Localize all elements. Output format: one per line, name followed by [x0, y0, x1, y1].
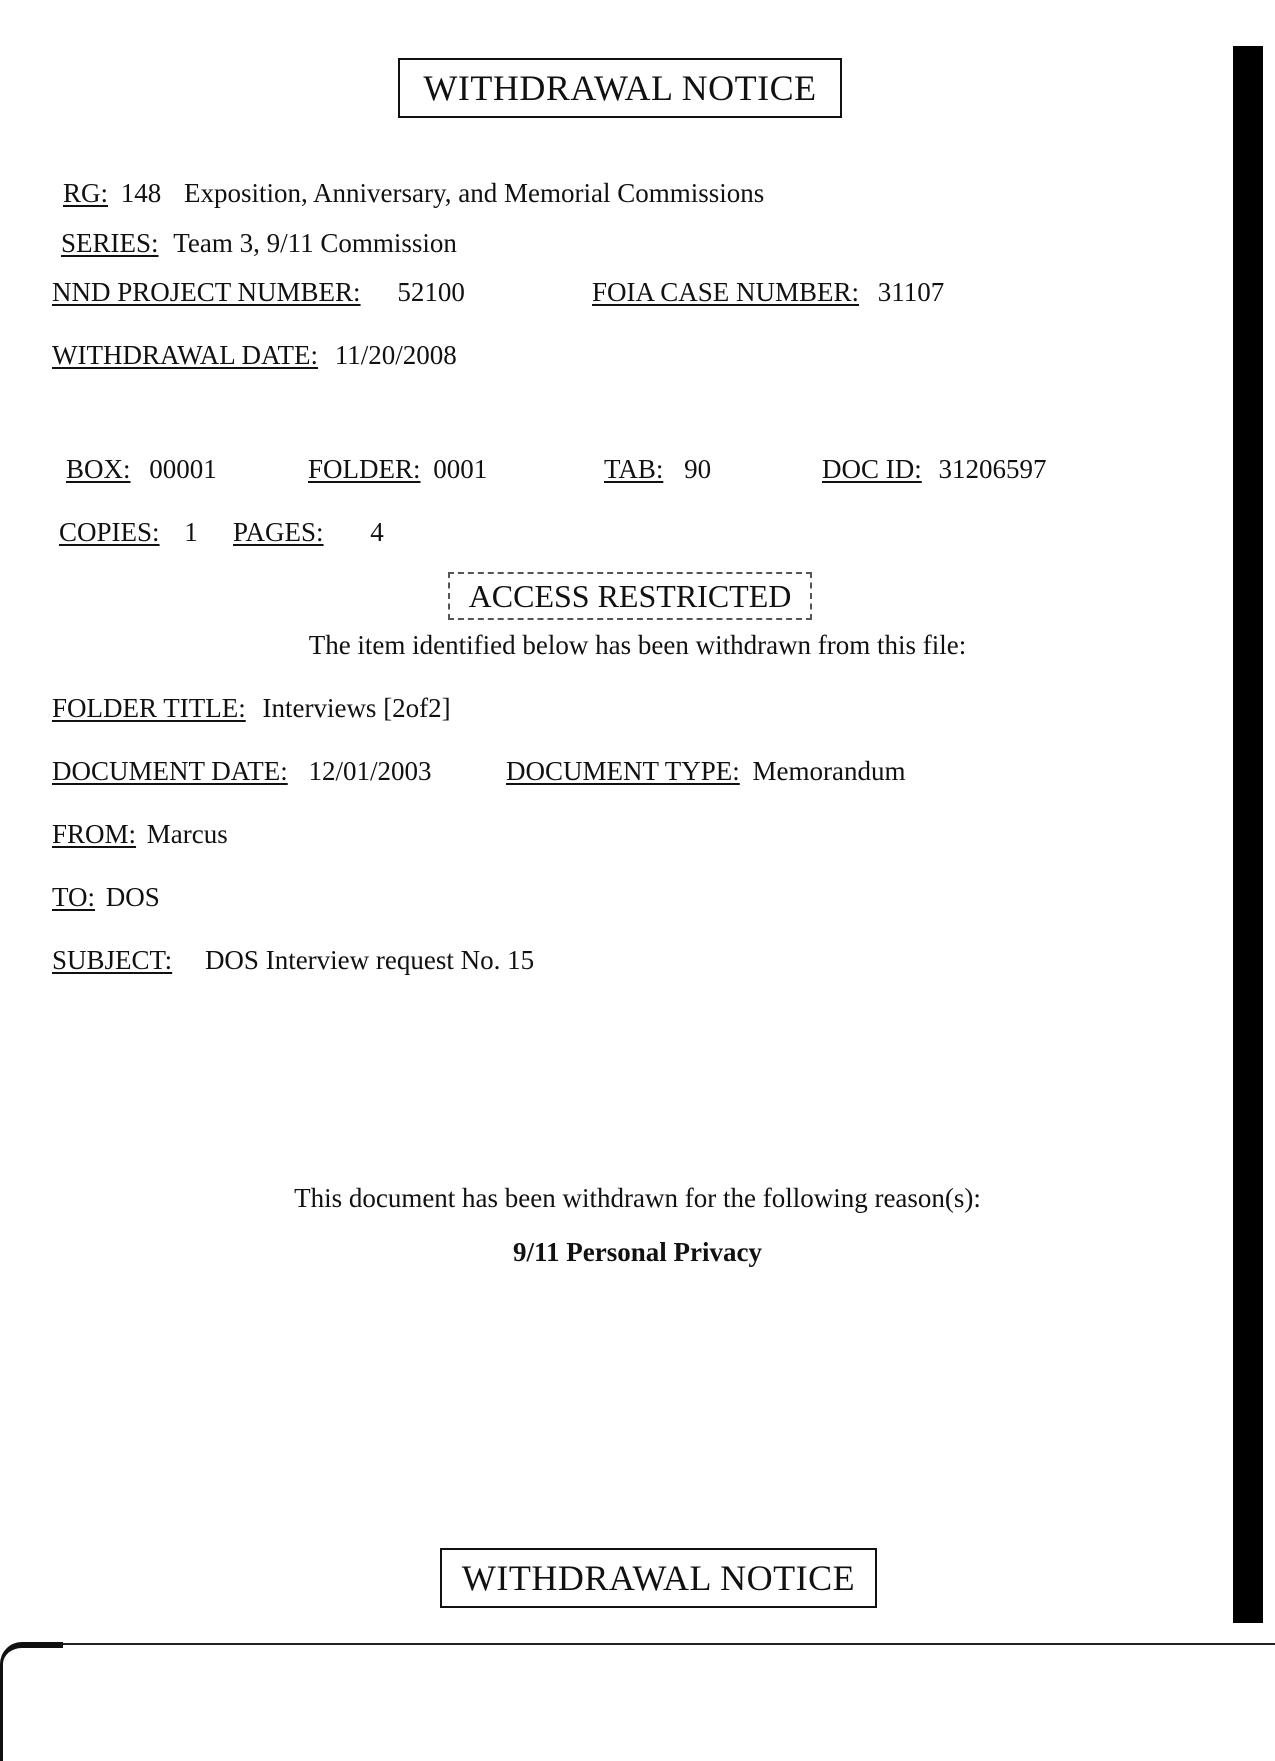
document-type-line	[506, 755, 906, 787]
withdrawal-notice-footer	[440, 1548, 877, 1608]
box-label: BOX:	[66, 454, 131, 484]
rg-label: RG:	[63, 178, 109, 208]
access-restricted-text: ACCESS RESTRICTED	[468, 578, 792, 614]
series-line	[61, 227, 457, 259]
box-line	[66, 453, 217, 485]
folder-value: 0001	[433, 454, 488, 484]
foia-case-line	[592, 276, 944, 308]
from-label: FROM:	[52, 819, 137, 849]
document-type-label: DOCUMENT TYPE:	[506, 756, 740, 786]
folder-title-value: Interviews [2of2]	[262, 693, 451, 723]
subject-value: DOS Interview request No. 15	[204, 945, 535, 975]
box-value: 00001	[149, 454, 217, 484]
rg-name: Exposition, Anniversary, and Memorial Commissions	[184, 178, 765, 208]
pages-label: PAGES:	[233, 517, 324, 547]
copies-value: 1	[184, 517, 198, 547]
doc-id-label: DOC ID:	[822, 454, 922, 484]
series-label: SERIES:	[61, 228, 159, 258]
tab-line	[604, 453, 711, 485]
foia-case-label: FOIA CASE NUMBER:	[592, 277, 860, 307]
foia-case-value: 31107	[877, 277, 945, 307]
nnd-project-label: NND PROJECT NUMBER:	[52, 277, 361, 307]
reason-value: 9/11 Personal Privacy	[513, 1237, 762, 1267]
rg-line	[63, 177, 764, 209]
doc-id-value: 31206597	[938, 454, 1047, 484]
copies-label: COPIES:	[59, 517, 160, 547]
doc-id-line	[822, 453, 1047, 485]
tab-label: TAB:	[604, 454, 664, 484]
scan-edge-bar	[1233, 46, 1263, 1623]
rg-number: 148	[120, 178, 162, 208]
copies-line	[59, 516, 198, 548]
page-edge-line	[20, 1643, 1275, 1645]
header-title: WITHDRAWAL NOTICE	[423, 68, 817, 108]
folder-line	[308, 453, 487, 485]
pages-line	[233, 516, 384, 548]
withdrawal-notice-header	[398, 58, 842, 118]
from-value: Marcus	[146, 819, 228, 849]
to-value: DOS	[105, 882, 160, 912]
from-line	[52, 818, 228, 850]
nnd-project-value: 52100	[397, 277, 465, 307]
document-date-value: 12/01/2003	[308, 756, 432, 786]
subject-label: SUBJECT:	[52, 945, 173, 975]
folder-title-line	[52, 692, 451, 724]
to-label: TO:	[52, 882, 96, 912]
page-corner-edge	[0, 1642, 63, 1761]
folder-label: FOLDER:	[308, 454, 421, 484]
footer-title: WITHDRAWAL NOTICE	[461, 1558, 856, 1598]
access-restricted-badge	[448, 572, 812, 620]
tab-value: 90	[684, 454, 712, 484]
nnd-project-line	[52, 276, 465, 308]
withdrawn-intro: The item identified below has been withdrawn from this file:	[308, 630, 967, 660]
document-type-value: Memorandum	[752, 756, 906, 786]
folder-title-label: FOLDER TITLE:	[52, 693, 246, 723]
reason-intro: This document has been withdrawn for the following reason(s):	[294, 1183, 981, 1213]
withdrawal-date-line	[52, 339, 457, 371]
document-date-label: DOCUMENT DATE:	[52, 756, 288, 786]
series-value: Team 3, 9/11 Commission	[173, 228, 457, 258]
document-date-line	[52, 755, 432, 787]
subject-line	[52, 944, 534, 976]
to-line	[52, 881, 160, 913]
withdrawal-date-value: 11/20/2008	[334, 340, 457, 370]
withdrawal-date-label: WITHDRAWAL DATE:	[52, 340, 319, 370]
pages-value: 4	[370, 517, 384, 547]
